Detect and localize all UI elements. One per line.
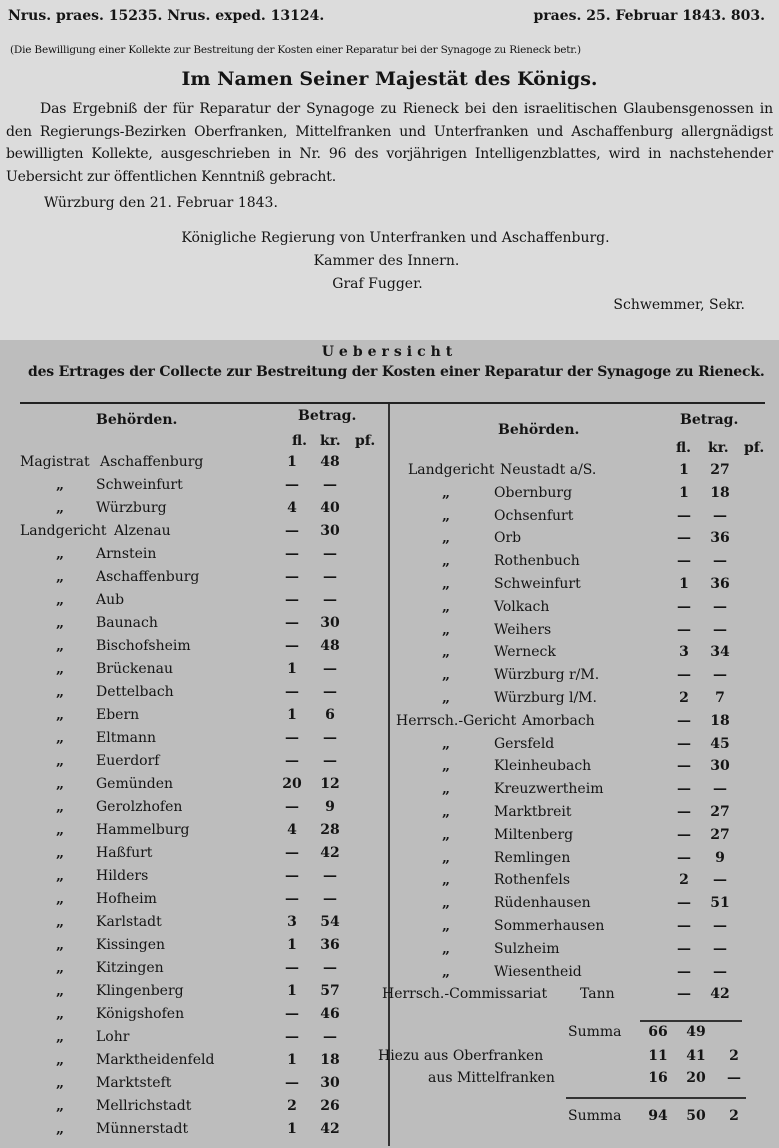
row-place: Kreuzwertheim: [494, 781, 604, 798]
row-fl: —: [285, 960, 299, 976]
row-fl: 1: [287, 707, 297, 723]
row-fl: 3: [679, 644, 689, 661]
row-place: Orb: [494, 530, 522, 547]
row-kr: 51: [710, 895, 730, 912]
row-type: „: [56, 546, 65, 562]
row-fl: 1: [679, 576, 689, 592]
row-kr: 45: [710, 735, 730, 752]
row-kr: —: [323, 868, 337, 884]
mittelfranken-pf: —: [727, 1070, 741, 1086]
row-type: „: [442, 598, 451, 615]
row-kr: 40: [320, 500, 340, 516]
oberfranken-fl: 11: [648, 1048, 668, 1064]
row-type: „: [56, 569, 65, 585]
row-place: Brückenau: [96, 661, 173, 677]
row-fl: —: [285, 638, 299, 654]
row-kr: —: [713, 872, 727, 889]
row-place: Eltmann: [96, 730, 156, 746]
row-kr: —: [713, 621, 727, 638]
mittelfranken-label: aus Mittelfranken: [428, 1070, 555, 1086]
row-kr: 42: [710, 986, 730, 1003]
row-kr: 30: [320, 615, 340, 631]
row-type: „: [56, 822, 65, 838]
summa2-label: Summa: [568, 1108, 622, 1124]
row-place: Hilders: [96, 868, 149, 884]
row-kr: —: [713, 667, 727, 684]
right-amount-header: Betrag.: [680, 412, 739, 428]
summa2-fl: 94: [648, 1108, 668, 1124]
row-place: Marktheidenfeld: [96, 1052, 215, 1068]
row-kr: —: [323, 753, 337, 769]
row-type: „: [442, 758, 451, 775]
row-place: Münnerstadt: [96, 1121, 189, 1137]
row-kr: 27: [710, 462, 730, 478]
row-type: „: [56, 845, 65, 861]
row-place: Remlingen: [494, 849, 571, 866]
row-kr: 18: [710, 484, 730, 501]
decree-notice: [0, 0, 779, 340]
row-fl: —: [677, 553, 691, 570]
row-type: „: [56, 983, 65, 999]
royal-heading: Im Namen Seiner Majestät des Königs.: [181, 68, 598, 90]
row-fl: —: [677, 621, 691, 638]
row-place: Gerolzhofen: [96, 799, 183, 815]
row-place: Wiesentheid: [494, 963, 582, 980]
summa2-rule: [566, 1097, 746, 1099]
row-type: Landgericht: [408, 462, 495, 478]
row-kr: 42: [320, 845, 340, 861]
row-kr: —: [713, 918, 727, 934]
row-type: „: [442, 507, 451, 524]
row-place: Würzburg r/M.: [494, 667, 600, 684]
row-type: „: [442, 895, 451, 912]
row-type: „: [56, 799, 65, 815]
row-fl: —: [677, 940, 691, 957]
summa2-pf: 2: [729, 1108, 739, 1124]
row-fl: —: [285, 523, 299, 539]
row-type: „: [56, 1006, 65, 1022]
row-place: Marktbreit: [494, 804, 572, 820]
row-place: Gemünden: [96, 776, 174, 792]
row-type: „: [442, 872, 451, 889]
mittelfranken-fl: 16: [648, 1070, 668, 1086]
row-place: Volkach: [494, 598, 550, 615]
row-fl: —: [285, 615, 299, 631]
row-place: Aub: [96, 592, 125, 608]
row-kr: —: [323, 546, 337, 562]
row-kr: 46: [320, 1006, 340, 1022]
row-kr: —: [713, 598, 727, 615]
row-fl: 2: [679, 690, 689, 706]
overview-subtitle: des Ertrages der Collecte zur Bestreitung der Kosten einer Reparatur der Synagoge zu Rieneck.: [28, 364, 765, 380]
row-kr: 27: [710, 804, 730, 820]
row-kr: 30: [320, 1075, 340, 1091]
row-place: Kitzingen: [96, 960, 164, 976]
row-type: „: [442, 621, 451, 638]
row-place: Schweinfurt: [494, 576, 581, 592]
row-fl: —: [285, 1006, 299, 1022]
notice-body: Das Ergebniß der für Reparatur der Synagoge zu Rieneck bei den israelitischen Glaubensgenossen in den Regierungs-Bezirken Oberfranken, Mittelfranken und Unterfranken und Aschaffenburg allergnädigst bewilligten Kollekte, ausgeschrieben in Nr. 96 des vorjährigen Intelligenzblattes, wird in nachstehender Uebersicht zur öffentlichen Kenntniß gebracht.: [6, 101, 773, 185]
row-kr: 36: [320, 937, 340, 953]
collection-overview: [0, 340, 779, 1148]
row-kr: 28: [320, 822, 340, 838]
left-pf-header: pf.: [355, 433, 376, 449]
row-fl: —: [677, 781, 691, 798]
row-fl: 1: [287, 661, 297, 677]
row-type: „: [56, 684, 65, 700]
row-fl: —: [285, 799, 299, 815]
row-fl: —: [677, 735, 691, 752]
row-kr: 26: [320, 1098, 340, 1114]
row-fl: —: [677, 712, 691, 729]
row-fl: —: [285, 684, 299, 700]
row-type: „: [56, 500, 65, 516]
row-place: Karlstadt: [96, 914, 162, 930]
row-type: „: [56, 960, 65, 976]
row-type: „: [442, 826, 451, 843]
row-fl: 3: [287, 914, 297, 930]
row-place: Klingenberg: [96, 983, 184, 999]
row-place: Ochsenfurt: [494, 507, 574, 524]
right-fl-header: fl.: [676, 440, 692, 456]
row-kr: 30: [320, 523, 340, 539]
row-fl: —: [677, 826, 691, 843]
row-type: „: [56, 592, 65, 608]
subject-line: (Die Bewilligung einer Kollekte zur Bestreitung der Kosten einer Reparatur bei der Synagoge zu Rieneck betr.): [10, 44, 581, 56]
row-kr: —: [323, 569, 337, 585]
row-kr: 48: [320, 638, 340, 654]
row-place: Kissingen: [96, 937, 166, 953]
row-kr: 12: [320, 776, 340, 792]
row-kr: —: [323, 730, 337, 746]
row-place: Lohr: [96, 1029, 130, 1045]
row-fl: —: [285, 845, 299, 861]
chamber-line: Kammer des Innern.: [313, 253, 460, 269]
row-fl: 4: [287, 822, 297, 838]
row-type: „: [56, 477, 65, 493]
summa1-rule: [640, 1020, 742, 1022]
row-fl: —: [285, 1075, 299, 1091]
row-type: Landgericht: [20, 523, 107, 539]
row-place: Dettelbach: [96, 684, 174, 700]
row-place: Tann: [580, 986, 615, 1003]
row-place: Euerdorf: [96, 753, 160, 769]
row-fl: —: [285, 1029, 299, 1045]
summa1-label: Summa: [568, 1024, 622, 1040]
oberfranken-label: Hiezu aus Oberfranken: [378, 1048, 544, 1064]
column-divider: [388, 404, 390, 1146]
row-kr: —: [713, 963, 727, 980]
row-place: Mellrichstadt: [96, 1098, 192, 1114]
row-kr: 34: [710, 644, 730, 661]
row-type: „: [56, 730, 65, 746]
mittelfranken-kr: 20: [686, 1070, 706, 1086]
row-place: Alzenau: [114, 523, 171, 539]
row-type: „: [56, 1075, 65, 1091]
row-type: „: [56, 707, 65, 723]
row-type: „: [442, 781, 451, 798]
row-fl: —: [285, 891, 299, 907]
row-kr: 36: [710, 530, 730, 547]
row-fl: 2: [679, 872, 689, 889]
row-place: Hammelburg: [96, 822, 190, 838]
oberfranken-pf: 2: [729, 1048, 739, 1064]
row-fl: —: [677, 758, 691, 775]
row-fl: —: [677, 849, 691, 866]
row-kr: 18: [710, 712, 730, 729]
row-fl: 1: [287, 1052, 297, 1068]
row-place: Sulzheim: [494, 940, 560, 957]
row-place: Rothenfels: [494, 872, 571, 889]
row-place: Aschaffenburg: [100, 454, 204, 470]
row-kr: —: [323, 477, 337, 493]
row-kr: 6: [325, 707, 335, 723]
row-fl: 1: [679, 462, 689, 478]
row-kr: 42: [320, 1121, 340, 1137]
header-rule: [20, 402, 765, 404]
row-type: Herrsch.-Commissariat: [382, 986, 548, 1003]
left-amount-header: Betrag.: [298, 408, 357, 424]
row-type: „: [442, 849, 451, 866]
right-kr-header: kr.: [708, 440, 729, 456]
row-kr: —: [323, 661, 337, 677]
row-fl: —: [677, 986, 691, 1003]
row-kr: 9: [325, 799, 335, 815]
row-place: Baunach: [96, 615, 158, 631]
row-place: Arnstein: [96, 546, 157, 562]
row-place: Würzburg: [96, 500, 167, 516]
row-place: Werneck: [494, 644, 556, 661]
receipt-date: praes. 25. Februar 1843. 803.: [533, 8, 765, 24]
row-kr: 30: [710, 758, 730, 775]
row-place: Neustadt a/S.: [500, 462, 597, 478]
row-place: Hofheim: [96, 891, 157, 907]
row-kr: 57: [320, 983, 340, 999]
row-type: „: [56, 753, 65, 769]
row-type: „: [56, 638, 65, 654]
row-type: „: [56, 891, 65, 907]
registry-numbers: Nrus. praes. 15235. Nrus. exped. 13124.: [8, 8, 325, 24]
row-place: Kleinheubach: [494, 758, 592, 775]
row-type: „: [56, 661, 65, 677]
row-fl: —: [677, 667, 691, 684]
row-type: „: [442, 918, 451, 934]
row-kr: —: [323, 684, 337, 700]
row-type: „: [442, 553, 451, 570]
row-fl: —: [677, 804, 691, 820]
row-fl: 1: [679, 484, 689, 501]
row-place: Miltenberg: [494, 826, 574, 843]
row-type: „: [442, 667, 451, 684]
right-authorities-header: Behörden.: [498, 422, 580, 438]
row-type: „: [56, 776, 65, 792]
row-kr: —: [323, 1029, 337, 1045]
row-kr: 27: [710, 826, 730, 843]
row-fl: —: [285, 730, 299, 746]
row-fl: —: [285, 546, 299, 562]
row-fl: —: [677, 918, 691, 934]
row-place: Schweinfurt: [96, 477, 183, 493]
row-type: „: [442, 735, 451, 752]
overview-title: Uebersicht: [321, 344, 458, 360]
row-fl: —: [677, 507, 691, 524]
row-type: „: [56, 937, 65, 953]
row-fl: —: [285, 753, 299, 769]
row-type: „: [442, 530, 451, 547]
row-kr: 48: [320, 454, 340, 470]
row-kr: —: [323, 592, 337, 608]
row-kr: —: [713, 507, 727, 524]
row-fl: —: [285, 477, 299, 493]
summa2-kr: 50: [686, 1108, 706, 1124]
row-type: „: [442, 484, 451, 501]
row-place: Weihers: [494, 621, 552, 638]
row-type: „: [442, 644, 451, 661]
row-kr: —: [323, 891, 337, 907]
row-place: Sommerhausen: [494, 918, 605, 934]
row-place: Marktsteft: [96, 1075, 172, 1091]
right-pf-header: pf.: [744, 440, 765, 456]
left-kr-header: kr.: [320, 433, 341, 449]
row-fl: 1: [287, 1121, 297, 1137]
row-place: Würzburg l/M.: [494, 690, 597, 706]
row-kr: —: [713, 781, 727, 798]
row-kr: 54: [320, 914, 340, 930]
row-fl: —: [677, 963, 691, 980]
row-fl: —: [285, 868, 299, 884]
row-kr: —: [713, 940, 727, 957]
summa1-fl: 66: [648, 1024, 668, 1040]
row-place: Rothenbuch: [494, 553, 580, 570]
row-kr: —: [713, 553, 727, 570]
row-kr: 18: [320, 1052, 340, 1068]
row-place: Obernburg: [494, 484, 573, 501]
row-place: Haßfurt: [96, 845, 153, 861]
row-type: „: [442, 576, 451, 592]
row-place: Amorbach: [522, 712, 595, 729]
row-type: „: [442, 804, 451, 820]
row-place: Rüdenhausen: [494, 895, 591, 912]
row-kr: —: [323, 960, 337, 976]
row-fl: —: [677, 895, 691, 912]
row-fl: 4: [287, 500, 297, 516]
row-type: „: [56, 1052, 65, 1068]
row-fl: —: [285, 592, 299, 608]
left-authorities-header: Behörden.: [96, 412, 178, 428]
row-type: „: [56, 868, 65, 884]
row-kr: 7: [715, 690, 725, 706]
row-type: „: [56, 914, 65, 930]
row-fl: 1: [287, 983, 297, 999]
row-kr: 36: [710, 576, 730, 592]
row-fl: —: [677, 530, 691, 547]
left-fl-header: fl.: [292, 433, 308, 449]
row-place: Königshofen: [96, 1006, 185, 1022]
row-place: Ebern: [96, 707, 140, 723]
row-place: Bischofsheim: [96, 638, 191, 654]
row-type: „: [56, 615, 65, 631]
place-date: Würzburg den 21. Februar 1843.: [44, 195, 278, 211]
row-type: Magistrat: [20, 454, 90, 470]
row-type: „: [442, 690, 451, 706]
row-kr: 9: [715, 849, 725, 866]
row-type: „: [442, 940, 451, 957]
row-type: Herrsch.-Gericht: [396, 712, 517, 729]
row-place: Aschaffenburg: [96, 569, 200, 585]
row-fl: 20: [282, 776, 302, 792]
summa1-kr: 49: [686, 1024, 706, 1040]
row-fl: 1: [287, 937, 297, 953]
row-fl: 2: [287, 1098, 297, 1114]
row-type: „: [56, 1029, 65, 1045]
secretary-signature: Schwemmer, Sekr.: [613, 297, 745, 313]
row-place: Gersfeld: [494, 735, 555, 752]
row-type: „: [442, 963, 451, 980]
row-type: „: [56, 1098, 65, 1114]
government-signature: Königliche Regierung von Unterfranken und Aschaffenburg.: [181, 230, 610, 246]
row-fl: —: [285, 569, 299, 585]
oberfranken-kr: 41: [686, 1048, 706, 1064]
row-fl: —: [677, 598, 691, 615]
row-type: „: [56, 1121, 65, 1137]
row-fl: 1: [287, 454, 297, 470]
count-signature: Graf Fugger.: [332, 276, 423, 292]
